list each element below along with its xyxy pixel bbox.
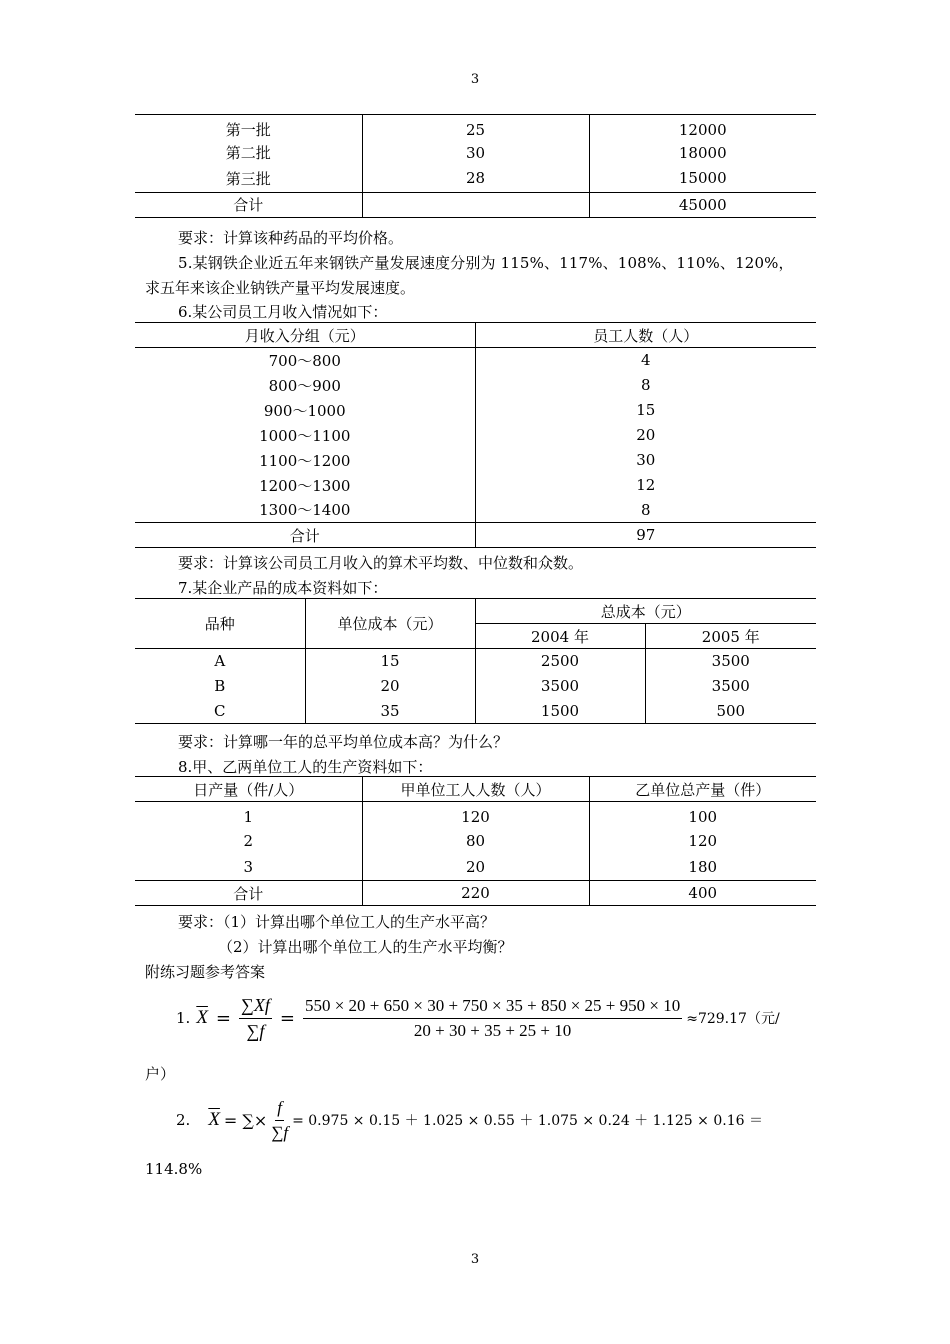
fraction-denominator: 20 + 30 + 35 + 25 + 10 <box>413 1020 572 1040</box>
equals-sign: = <box>279 1007 295 1029</box>
table-cell: 1200～1300 <box>135 473 475 498</box>
sum-times: = ∑× <box>223 1110 268 1130</box>
table-cell: A <box>135 649 305 674</box>
table-row <box>135 348 816 373</box>
table-row <box>135 829 816 854</box>
table-row <box>135 699 816 724</box>
table-cell: 1100～1200 <box>135 448 475 473</box>
requirement-8-1: 要求：（1）计算出哪个单位工人的生产水平高？ <box>178 913 496 931</box>
monthly-income-table <box>135 322 816 548</box>
table-row <box>135 373 816 398</box>
table-cell: 1000～1100 <box>135 423 475 448</box>
table-cell: 第二批 <box>225 144 271 162</box>
table-cell: 合计 <box>135 523 475 548</box>
table-cell: 30 <box>362 140 589 165</box>
column-header: 乙单位总产量（件） <box>635 780 771 799</box>
table-cell: 1500 <box>475 699 645 724</box>
fraction-numerator: ∑Xf <box>239 995 272 1019</box>
table-total-row <box>135 192 816 217</box>
product-cost-table <box>135 598 816 724</box>
table-cell: 900～1000 <box>135 398 475 423</box>
table-cell: 97 <box>636 526 656 544</box>
table-cell: 1300～1400 <box>135 498 475 523</box>
table-total-row <box>135 881 816 906</box>
table-header-row <box>135 323 816 348</box>
drug-batch-table <box>135 114 816 218</box>
table-cell: 3500 <box>711 652 750 671</box>
table-cell: 3 <box>135 854 362 881</box>
table-cell: 220 <box>362 881 589 906</box>
table-cell: 1 <box>135 802 362 829</box>
table-cell: 3500 <box>711 677 750 695</box>
question-5-line-2: 求五年来该企业钠铁产量平均发展速度。 <box>145 279 416 297</box>
fraction-numerator: f <box>275 1098 284 1121</box>
sum-xf-over-sum-f <box>239 995 272 1042</box>
answer-1-formula <box>176 990 816 1046</box>
table-cell: 15000 <box>678 169 727 188</box>
table-cell: 3500 <box>475 674 645 699</box>
table-cell: 45000 <box>678 195 727 214</box>
table-total-row <box>135 523 816 548</box>
requirement-4: 要求：计算该种药品的平均价格。 <box>178 229 404 247</box>
table-row <box>135 649 816 674</box>
question-5-line-1: 5.某钢铁企业近五年来钢铁产量发展速度分别为 115%、117%、108%、110%、120%， <box>178 254 794 272</box>
page-number-top: 3 <box>470 72 480 87</box>
column-header: 单位成本（元） <box>305 599 475 649</box>
table-cell: 25 <box>362 115 589 141</box>
table-cell: 15 <box>305 649 475 674</box>
table-row <box>135 423 816 448</box>
table-cell: 8 <box>640 376 651 394</box>
table-cell: 8 <box>640 500 651 519</box>
answer-1-result: ≈729.17（元/ <box>686 1011 780 1027</box>
f-over-sum-f <box>271 1098 288 1143</box>
table-cell: 80 <box>362 829 589 854</box>
equals-sign: = <box>215 1007 232 1029</box>
answer-2-label: 2. <box>176 1111 191 1129</box>
column-header: 甲单位工人人数（人） <box>362 777 589 802</box>
fraction-numerator: 550 × 20 + 650 × 30 + 750 × 35 + 850 × 25 + 950 × 10 <box>303 996 682 1019</box>
table-row <box>135 115 816 141</box>
answer-1-label: 1. <box>176 1009 191 1027</box>
production-table <box>135 776 816 906</box>
table-cell: 28 <box>362 165 589 192</box>
column-header: 日产量（件/人） <box>135 777 362 802</box>
x-bar-symbol: $\overline{X}$ <box>208 1109 220 1130</box>
page-number-bottom: 3 <box>470 1252 480 1267</box>
column-header: 2005 年 <box>701 627 760 646</box>
table-row <box>135 473 816 498</box>
table-cell: 20 <box>636 426 656 444</box>
table-cell: 500 <box>716 701 746 720</box>
table-cell <box>362 192 589 217</box>
table-cell: 35 <box>305 699 475 724</box>
table-header-row <box>135 599 816 624</box>
table-cell: 120 <box>362 802 589 829</box>
fraction-denominator: ∑f <box>246 1020 265 1041</box>
table-cell: 20 <box>362 854 589 881</box>
table-cell: 180 <box>688 857 718 876</box>
table-cell: 合计 <box>135 881 362 906</box>
table-cell: 100 <box>688 808 718 827</box>
answers-title: 附练习题参考答案 <box>145 963 266 981</box>
table-header-row <box>135 777 816 802</box>
table-row <box>135 498 816 523</box>
table-cell: 12000 <box>678 120 727 139</box>
weighted-mean-fraction <box>303 996 682 1041</box>
column-header: 员工人数（人） <box>593 326 699 345</box>
table-cell: 700～800 <box>135 348 475 373</box>
table-cell: 800～900 <box>135 373 475 398</box>
table-cell: 第三批 <box>225 169 271 188</box>
table-cell: C <box>135 699 305 724</box>
table-row <box>135 165 816 192</box>
table-cell: 400 <box>688 884 718 902</box>
table-cell: 20 <box>305 674 475 699</box>
table-cell: 15 <box>636 401 656 419</box>
table-row <box>135 398 816 423</box>
column-header: 2004 年 <box>475 624 645 649</box>
column-header: 品种 <box>135 599 305 649</box>
table-row <box>135 802 816 829</box>
column-header: 总成本（元） <box>475 599 816 624</box>
table-cell: 2 <box>135 829 362 854</box>
requirement-7: 要求：计算哪一年的总平均单位成本高？为什么？ <box>178 733 509 751</box>
table-cell: 12 <box>636 476 656 494</box>
requirement-8-2: （2）计算出哪个单位工人的生产水平均衡？ <box>218 938 513 956</box>
table-row <box>135 448 816 473</box>
x-bar-symbol: $\overline{X}$ <box>196 1007 208 1028</box>
table-cell: 第一批 <box>225 121 271 139</box>
fraction-denominator: ∑f <box>271 1122 289 1142</box>
question-8-title: 8.甲、乙两单位工人的生产资料如下： <box>178 758 433 776</box>
answer-2-continuation: 114.8% <box>145 1160 203 1178</box>
table-row <box>135 674 816 699</box>
table-cell: 30 <box>636 451 656 469</box>
table-cell: 合计 <box>233 196 264 214</box>
column-header: 月收入分组（元） <box>135 323 475 348</box>
table-cell: B <box>135 674 305 699</box>
requirement-6: 要求：计算该公司员工月收入的算术平均数、中位数和众数。 <box>178 554 584 572</box>
question-6-title: 6.某公司员工月收入情况如下： <box>178 303 388 321</box>
table-row <box>135 140 816 165</box>
table-cell: 18000 <box>678 143 727 162</box>
table-row <box>135 854 816 881</box>
table-cell: 120 <box>688 832 718 850</box>
answer-2-formula <box>176 1094 816 1146</box>
table-cell: 4 <box>640 351 651 370</box>
question-7-title: 7.某企业产品的成本资料如下： <box>178 579 388 597</box>
answer-1-continuation: 户） <box>145 1065 176 1083</box>
table-cell: 2500 <box>475 649 645 674</box>
answer-2-expression: = 0.975 × 0.15 ＋ 1.025 × 0.55 ＋ 1.075 × 0.24 ＋ 1.125 × 0.16 ＝ <box>292 1113 763 1129</box>
